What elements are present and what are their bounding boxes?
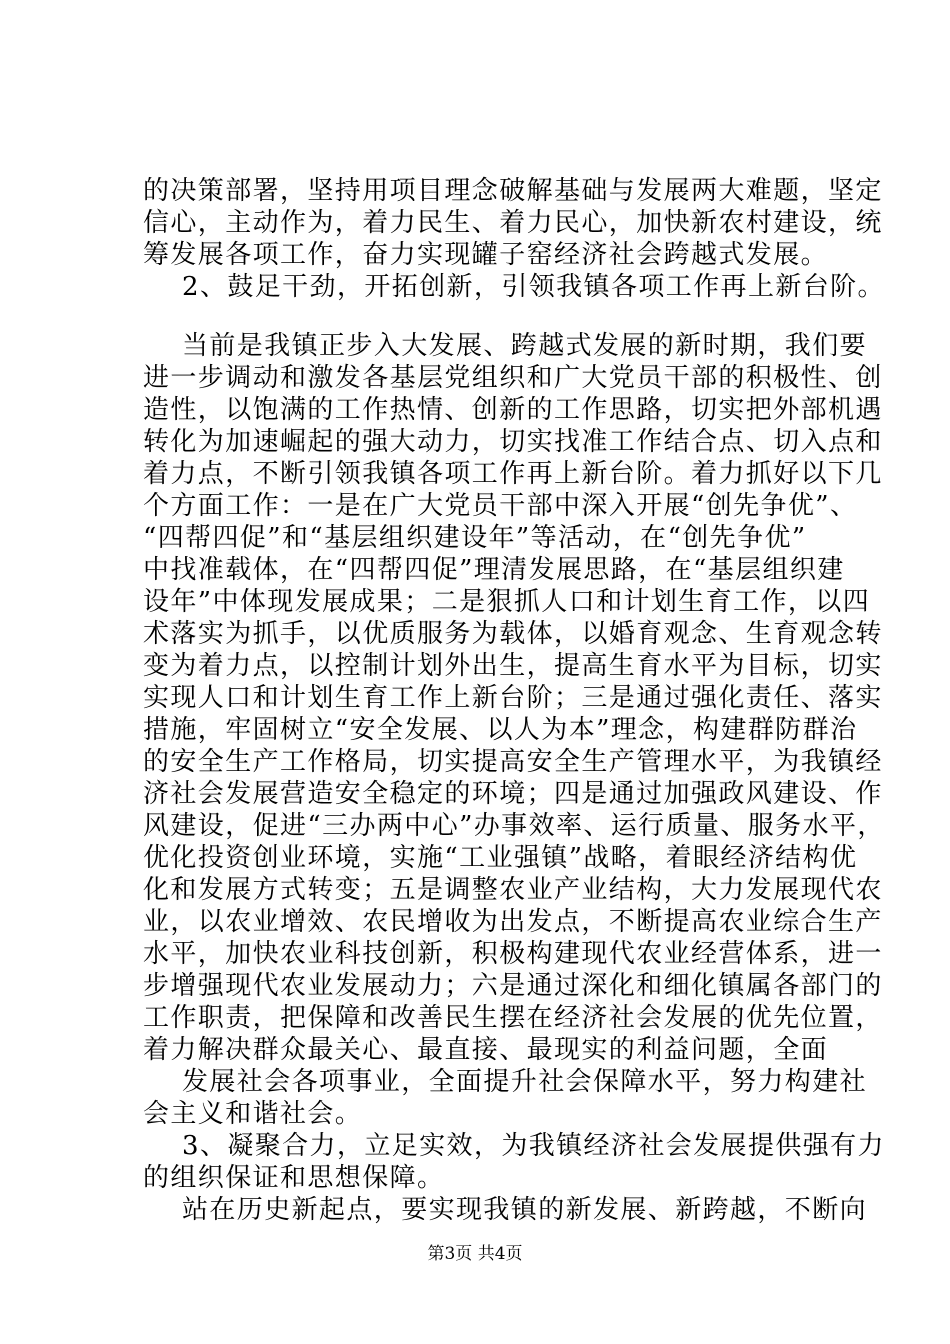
body-text-line: “四帮四促”和“基层组织建设年”等活动，在“创先争优” (143, 523, 807, 553)
body-text-line: 着力解决群众最关心、最直接、最现实的利益问题，全面 (143, 1035, 829, 1065)
body-text-line: 进一步调动和激发各基层党组织和广大党员干部的积极性、创 (143, 363, 883, 393)
body-text-line: 的决策部署，坚持用项目理念破解基础与发展两大难题，坚定 (143, 176, 883, 206)
body-text-line: 实现人口和计划生育工作上新台阶；三是通过强化责任、落实 (143, 683, 883, 713)
body-text-line: 化和发展方式转变；五是调整农业产业结构，大力发展现代农 (143, 875, 883, 905)
body-text-line: 水平，加快农业科技创新，积极构建现代农业经营体系，进一 (143, 939, 883, 969)
body-text-line: 着力点，不断引领我镇各项工作再上新台阶。着力抓好以下几 (143, 459, 883, 489)
body-text-line: 转化为加速崛起的强大动力，切实找准工作结合点、切入点和 (143, 427, 883, 457)
body-text-line: 信心，主动作为，着力民生、着力民心，加快新农村建设，统 (143, 208, 883, 238)
body-text-line: 变为着力点，以控制计划外出生，提高生育水平为目标，切实 (143, 651, 883, 681)
body-text-line: 当前是我镇正步入大发展、跨越式发展的新时期，我们要 (182, 331, 868, 361)
body-text-line: 设年”中体现发展成果；二是狠抓人口和计划生育工作，以四 (143, 587, 871, 617)
body-text-line: 造性，以饱满的工作热情、创新的工作思路，切实把外部机遇 (143, 395, 883, 425)
section-heading: 2、鼓足干劲，开拓创新，引领我镇各项工作再上新台阶。 (182, 272, 885, 302)
section-heading: 3、凝聚合力，立足实效，为我镇经济社会发展提供强有力 (182, 1131, 885, 1161)
body-text-line: 站在历史新起点，要实现我镇的新发展、新跨越，不断向 (182, 1195, 868, 1225)
body-text-line: 业，以农业增效、农民增收为出发点，不断提高农业综合生产 (143, 907, 883, 937)
body-text-line: 术落实为抓手，以优质服务为载体，以婚育观念、生育观念转 (143, 619, 883, 649)
body-text-line: 个方面工作：一是在广大党员干部中深入开展“创先争优”、 (143, 491, 858, 521)
body-text-line: 优化投资创业环境，实施“工业强镇”战略，着眼经济结构优 (143, 843, 858, 873)
body-text-line: 措施，牢固树立“安全发展、以人为本”理念，构建群防群治 (143, 715, 858, 745)
body-text-line: 中找准载体，在“四帮四促”理清发展思路，在“基层组织建 (143, 555, 845, 585)
body-text-line: 风建设，促进“三办两中心”办事效率、运行质量、服务水平， (143, 811, 885, 841)
body-text-line: 工作职责，把保障和改善民生摆在经济社会发展的优先位置， (143, 1003, 883, 1033)
body-text-line: 筹发展各项工作，奋力实现罐子窑经济社会跨越式发展。 (143, 240, 829, 270)
page-number-footer: 第3页 共4页 (427, 1244, 523, 1264)
body-text-line: 步增强现代农业发展动力；六是通过深化和细化镇属各部门的 (143, 971, 883, 1001)
body-text-line: 济社会发展营造安全稳定的环境；四是通过加强政风建设、作 (143, 779, 883, 809)
section-heading: 的组织保证和思想保障。 (143, 1163, 445, 1193)
body-text-line: 会主义和谐社会。 (143, 1099, 363, 1129)
body-text-line: 的安全生产工作格局，切实提高安全生产管理水平，为我镇经 (143, 747, 883, 777)
body-text-line: 发展社会各项事业，全面提升社会保障水平，努力构建社 (182, 1067, 868, 1097)
